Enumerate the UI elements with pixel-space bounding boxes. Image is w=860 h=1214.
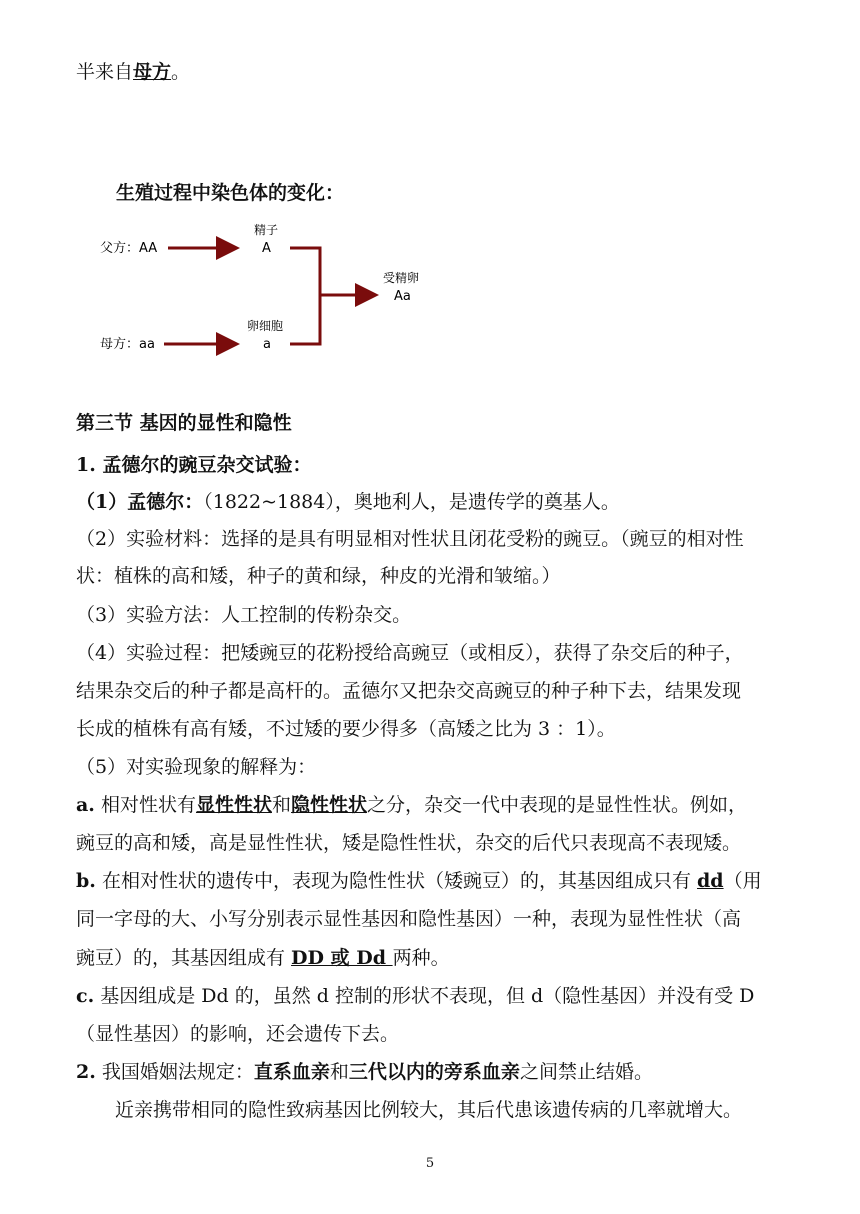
pa-t2: 和 — [272, 794, 292, 816]
p4-line-1: （4）实验过程：把矮豌豆的花粉授给高豌豆（或相反），获得了杂交后的种子， — [76, 642, 744, 664]
pb-prefix: b. — [76, 870, 96, 892]
mother-side-term: 母方 — [133, 61, 172, 83]
pb-t1: 在相对性状的遗传中，表现为隐性性状（矮豌豆）的，其基因组成只有 — [95, 870, 697, 892]
chromosome-diagram — [90, 215, 450, 360]
p5-line: （5）对实验现象的解释为： — [76, 756, 317, 778]
collateral-relatives-term: 三代以内的旁系血亲 — [348, 1061, 520, 1083]
top-line — [76, 60, 190, 84]
pc-t1: 基因组成是 Dd 的，虽然 d 控制的形状不表现，但 d（隐性基因）并没有受 D — [94, 985, 755, 1007]
zygote-gene: Aa — [394, 289, 411, 304]
s2-t3: 之间禁止结婚。 — [519, 1061, 653, 1083]
p4-line-2: 结果杂交后的种子都是高杆的。孟德尔又把杂交高豌豆的种子种下去，结果发现 — [76, 680, 742, 702]
pa-t3: 之分，杂交一代中表现的是显性性状。例如， — [367, 794, 748, 816]
mother-label: 母方：aa — [100, 337, 155, 352]
pb-line-1 — [76, 869, 762, 893]
sperm-label: 精子 — [254, 223, 279, 237]
pb-l3b: 两种。 — [392, 947, 450, 969]
p4-line-3: 长成的植株有高有矮，不过矮的要少得多（高矮之比为 3 ：1）。 — [76, 718, 616, 740]
s2-line — [76, 1060, 653, 1084]
s2-t1: 我国婚姻法规定： — [95, 1061, 254, 1083]
dominant-trait-term: 显性性状 — [195, 794, 272, 816]
pb-line-2: 同一字母的大、小写分别表示显性基因和隐性基因）一种，表现为显性性状（高 — [76, 908, 742, 930]
egg-label: 卵细胞 — [247, 319, 284, 333]
top-line-text: 半来自 — [76, 61, 134, 83]
section-title: 第三节 基因的显性和隐性 — [76, 412, 292, 434]
s2-paragraph: 近亲携带相同的隐性致病基因比例较大，其后代患该遗传病的几率就增大。 — [115, 1099, 743, 1121]
lineal-relatives-term: 直系血亲 — [253, 1061, 330, 1083]
pa-line-2: 豌豆的高和矮，高是显性性状，矮是隐性性状，杂交的后代只表现高不表现矮。 — [76, 832, 742, 854]
recessive-trait-term: 隐性性状 — [291, 794, 368, 816]
father-label: 父方：AA — [100, 241, 158, 256]
s2-t2: 和 — [329, 1061, 349, 1083]
bracket — [290, 248, 320, 344]
pa-line-1 — [76, 793, 747, 817]
dd-term: dd — [697, 870, 724, 892]
pc-line-1 — [76, 984, 754, 1008]
pc-prefix: c. — [76, 985, 95, 1007]
top-line-end: 。 — [171, 61, 191, 83]
dd-or-dd-term: DD 或 Dd — [291, 947, 393, 969]
p2-line-1: （2）实验材料：选择的是具有明显相对性状且闭花受粉的豌豆。（豌豆的相对性 — [76, 528, 744, 550]
sperm-gene: A — [262, 241, 271, 256]
section-1-title: 1. 孟德尔的豌豆杂交试验： — [76, 454, 312, 476]
pa-prefix: a. — [76, 794, 95, 816]
p1-text: （1822~1884），奥地利人，是遗传学的奠基人。 — [203, 491, 620, 513]
page-number: 5 — [425, 1156, 435, 1171]
s2-prefix: 2. — [76, 1061, 96, 1083]
pb-t2: （用 — [723, 870, 762, 892]
zygote-label: 受精卵 — [383, 271, 420, 285]
paragraph-1 — [76, 490, 620, 514]
pa-t1: 相对性状有 — [94, 794, 196, 816]
pc-line-2: （显性基因）的影响，还会遗传下去。 — [76, 1023, 400, 1045]
p3-line: （3）实验方法：人工控制的传粉杂交。 — [76, 604, 412, 626]
p1-bold: （1）孟德尔： — [76, 491, 204, 513]
pb-l3a: 豌豆）的，其基因组成有 — [76, 947, 292, 969]
pb-line-3 — [76, 946, 450, 970]
p2-line-2: 状：植株的高和矮，种子的黄和绿，种皮的光滑和皱缩。） — [76, 565, 561, 587]
diagram-title: 生殖过程中染色体的变化： — [116, 182, 345, 204]
egg-gene: a — [263, 337, 271, 352]
